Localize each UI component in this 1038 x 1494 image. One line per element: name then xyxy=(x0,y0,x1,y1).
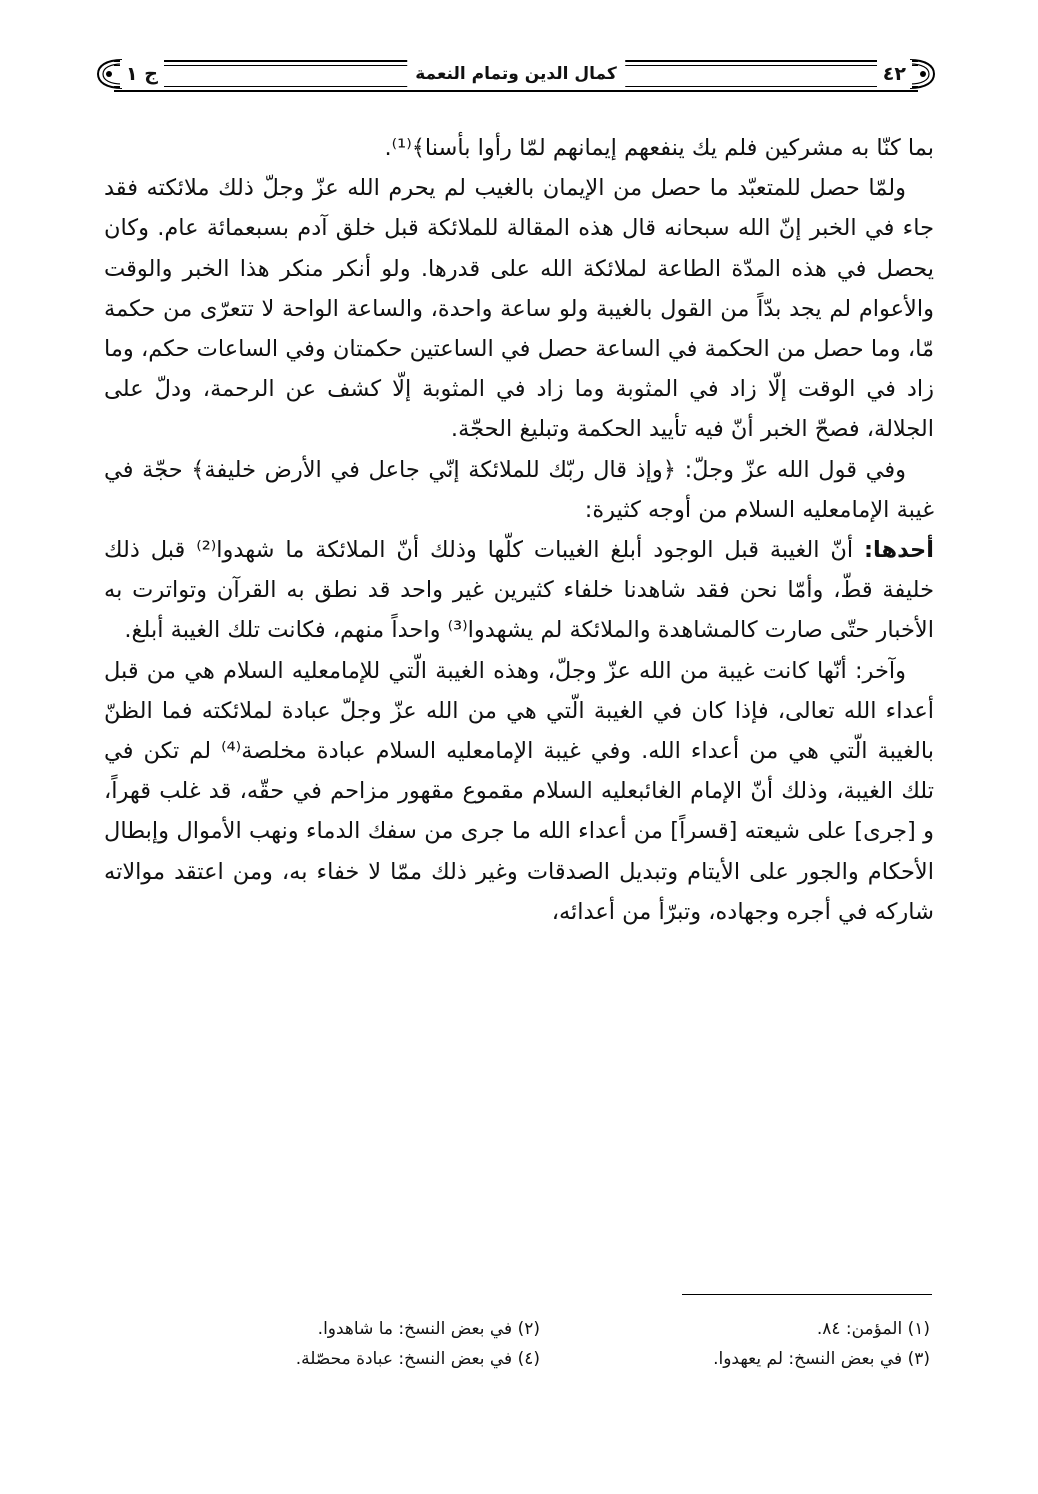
page-number: ٤٢ xyxy=(877,60,912,88)
footnote-separator xyxy=(682,1294,932,1295)
footnote: (١) المؤمن: ٨٤. xyxy=(816,1319,930,1339)
paragraph: بما كنّا به مشركين فلم يك ينفعهم إيمانهم لمّا رأوا بأسنا﴾⁽¹⁾. xyxy=(384,135,934,161)
paragraph: وفي قول الله عزّ وجلّ: ﴿وإذ قال ربّك للملائكة إنّي جاعل في الأرض خليفة﴾ حجّة في غيبة الإمامعليه السلام من أوجه كثيرة: xyxy=(104,456,934,523)
running-header xyxy=(92,56,940,92)
footnote: (٤) في بعض النسخ: عبادة محصّلة. xyxy=(295,1349,540,1369)
footnote-row xyxy=(200,1314,930,1344)
footnote: (٢) في بعض النسخ: ما شاهدوا. xyxy=(317,1319,540,1339)
paragraph-body: أنّ الغيبة قبل الوجود أبلغ الغيبات كلّها وذلك أنّ الملائكة ما شهدوا⁽²⁾ قبل ذلك خليفة قطّ، وأمّا نحن فقد شاهدنا خلفاء كثيرين غير واحد قد نطق به القرآن وتواترت به الأخبار حتّى صارت كالمشاهدة والملائكة لم يشهدوا⁽³⁾ واحداً منهم، فكانت تلك الغيبة أبلغ. xyxy=(104,537,934,644)
paragraph-body: أنّها كانت غيبة من الله عزّ وجلّ، وهذه الغيبة الّتي للإمامعليه السلام هي من قبل أعداء الله تعالى، فإذا كان في الغيبة الّتي هي من الله عزّ وجلّ عبادة لملائكته فما الظنّ بالغيبة الّتي هي من أعداء الله. وفي غيبة الإمامعليه السلام عبادة مخلصة⁽⁴⁾ لم تكن في تلك الغيبة، وذلك أنّ الإمام الغائبعليه السلام مقموع مقهور مزاحم في حقّه، قد غلب قهراً، و [جرى] على شيعته [قسراً] من أعداء الله ما جرى من سفك الدماء ونهب الأموال وإبطال الأحكام والجور على الأيتام وتبديل الصدقات وغير ذلك ممّا لا خفاء به، ومن اعتقد موالاته شاركه في أجره وجهاده، وتبرّأ من أعدائه، xyxy=(104,657,935,925)
main-text xyxy=(104,128,934,932)
volume-number: ج ١ xyxy=(120,60,164,88)
book-title: كمال الدين وتمام النعمة xyxy=(407,60,625,88)
paragraph-lead: وآخر: xyxy=(854,657,906,684)
paragraph: ولمّا حصل للمتعبّد ما حصل من الإيمان بالغيب لم يحرم الله عزّ وجلّ ذلك ملائكته فقد جاء في الخبر إنّ الله سبحانه قال هذه المقالة للملائكة قبل خلق آدم بسبعمائة عام. وكان يحصل في هذه المدّة الطاعة لملائكة الله على قدرها. ولو أنكر منكر هذا الخبر والوقت والأعوام لم يجد بدّاً من القول بالغيبة ولو ساعة واحدة، والساعة الواحة لا تتعرّى من حكمة مّا، وما حصل من الحكمة في الساعة حصل في الساعتين حكمتان وفي الساعات حكم، وما زاد في الوقت إلّا زاد في المثوبة وما زاد في المثوبة إلّا كشف عن الرحمة، ودلّ على الجلالة، فصحّ الخبر أنّ فيه تأييد الحكمة وتبليغ الحجّة. xyxy=(104,175,934,443)
paragraph xyxy=(104,651,934,932)
paragraph xyxy=(104,530,934,651)
footnote-row xyxy=(200,1344,930,1374)
footnotes xyxy=(200,1314,930,1374)
paragraph-lead: أحدها: xyxy=(864,537,934,564)
footnote: (٣) في بعض النسخ: لم يعهدوا. xyxy=(713,1349,930,1369)
